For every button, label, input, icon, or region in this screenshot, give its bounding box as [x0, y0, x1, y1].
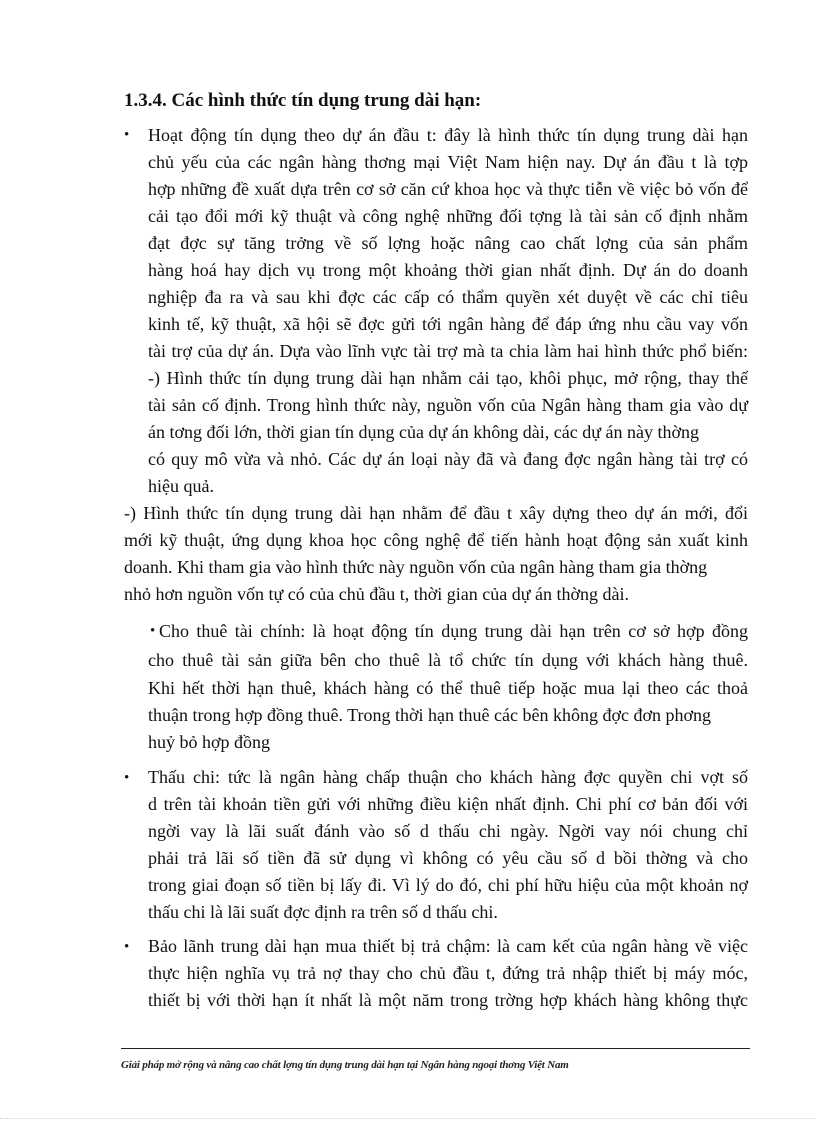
- text-line: đạt đợc sự tăng trởng về số lợng hoặc nâng cao chất lợng của sản phẩm: [148, 233, 748, 253]
- page-bottom-border: [0, 1118, 816, 1119]
- text-line: tài trợ của dự án. Dựa vào lĩnh vực tài trợ mà ta chia làm hai hình thức phổ biến:: [148, 341, 748, 361]
- text-line: -) Hình thức tín dụng trung dài hạn nhằm để đầu t xây dựng theo dự án mới, đổi: [124, 503, 748, 523]
- bullet-marker: •: [124, 770, 130, 786]
- text-line: ngời vay là lãi suất đánh vào số d thấu chi ngày. Ngời vay nói chung chỉ: [148, 821, 748, 841]
- text-line: thiết bị với thời hạn ít nhất là một năm trong trờng hợp khách hàng không thực: [148, 990, 748, 1010]
- text-line: Cho thuê tài chính: là hoạt động tín dụng trung dài hạn trên cơ sở hợp đồng: [159, 621, 748, 641]
- bullet-marker: •: [124, 127, 130, 143]
- text-line: mới kỹ thuật, ứng dụng khoa học công nghệ để tiến hành hoạt động sản xuất kinh: [124, 530, 748, 550]
- text-line: trong giai đoạn số tiền bị lấy đi. Vì lý do đó, chi phí hữu hiệu của một khoản nợ: [148, 875, 748, 895]
- text-line: Khi hết thời hạn thuê, khách hàng có thể thuê tiếp hoặc mua lại theo các thoả: [148, 678, 748, 698]
- text-line: Bảo lãnh trung dài hạn mua thiết bị trả chậm: là cam kết của ngân hàng về việc: [148, 936, 748, 956]
- bullet-marker: •: [124, 939, 130, 955]
- text-line: chủ yếu của các ngân hàng thơng mại Việt Nam hiện nay. Dự án đầu t là tợp: [148, 152, 748, 172]
- page-footer: Giải pháp mở rộng và nâng cao chất lợng tín dụng trung dài hạn tại Ngân hàng ngoại thơng Việt Nam: [121, 1059, 569, 1071]
- text-line: nhỏ hơn nguồn vốn tự có của chủ đầu t, thời gian của dự án thờng dài.: [124, 584, 629, 604]
- text-line: nghiệp đa ra và sau khi đợc các cấp có thẩm quyền xét duyệt về các chỉ tiêu: [148, 287, 748, 307]
- text-line: doanh. Khi tham gia vào hình thức này nguồn vốn của ngân hàng tham gia thờng: [124, 557, 708, 577]
- text-line: cho thuê tài sản giữa bên cho thuê là tổ chức tín dụng với khách hàng thuê.: [148, 650, 748, 670]
- text-line: huỷ bỏ hợp đồng: [148, 732, 271, 752]
- section-heading: 1.3.4. Các hình thức tín dụng trung dài hạn:: [124, 90, 482, 111]
- text-line: cải tạo đổi mới kỹ thuật và công nghệ những đối tợng là tài sản cố định nhằm: [148, 206, 748, 226]
- text-line: Hoạt động tín dụng theo dự án đầu t: đây là hình thức tín dụng trung dài hạn: [148, 125, 748, 145]
- text-line: tài sản cố định. Trong hình thức này, nguồn vốn của Ngân hàng tham gia vào dự: [148, 395, 748, 415]
- text-line: hàng hoá hay dịch vụ trong một khoảng thời gian nhất định. Dự án do doanh: [148, 260, 748, 280]
- bullet-marker: •: [150, 623, 156, 639]
- text-line: d trên tài khoản tiền gửi với những điều kiện nhất định. Chi phí cơ bản đối với: [148, 794, 748, 814]
- text-line: phải trả lãi số tiền đã sử dụng vì không có yêu cầu số d bồi thờng và cho: [148, 848, 748, 868]
- text-line: có quy mô vừa và nhỏ. Các dự án loại này đã và đang đợc ngân hàng tài trợ có: [148, 449, 748, 469]
- text-line: thực hiện nghĩa vụ trả nợ thay cho chủ đầu t, đứng trả nhập thiết bị máy móc,: [148, 963, 748, 983]
- text-line: án tơng đối lớn, thời gian tín dụng của dự án không dài, các dự án này thờng: [148, 422, 699, 442]
- text-line: hiệu quả.: [148, 476, 214, 496]
- text-line: thuận trong hợp đồng thuê. Trong thời hạn thuê các bên không đợc đơn phơng: [148, 705, 712, 725]
- text-line: kinh tế, kỹ thuật, xã hội sẽ đợc gửi tới ngân hàng để đáp ứng nhu cầu vay vốn: [148, 314, 748, 334]
- text-line: -) Hình thức tín dụng trung dài hạn nhằm cải tạo, khôi phục, mở rộng, thay thế: [148, 368, 748, 388]
- text-line: Thấu chi: tức là ngân hàng chấp thuận cho khách hàng đợc quyền chi vợt số: [148, 767, 748, 787]
- text-line: hợp những đề xuất dựa trên cơ sở căn cứ khoa học và thực tiễn về việc bỏ vốn để: [148, 179, 748, 199]
- footer-divider: [121, 1048, 750, 1049]
- text-line: thấu chi là lãi suất đợc định ra trên số d thấu chi.: [148, 902, 498, 922]
